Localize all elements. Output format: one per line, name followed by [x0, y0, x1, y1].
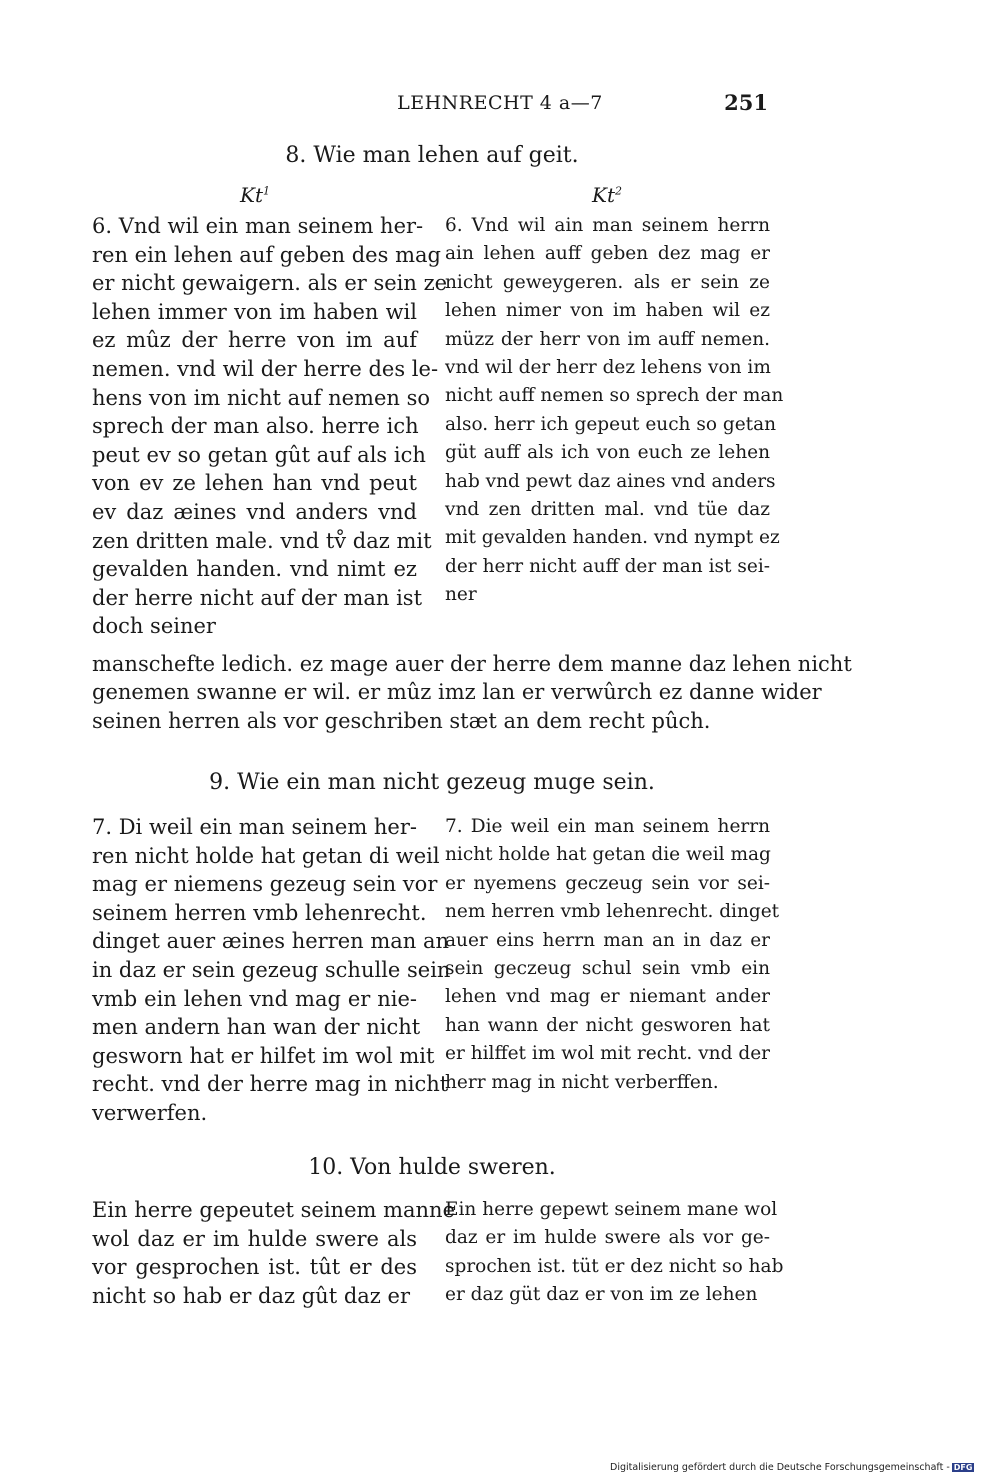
section-8-left-column — [92, 212, 448, 641]
text-line: Ein herre gepewt seinem mane wol — [445, 1199, 778, 1220]
text-line: nicht so hab er daz gût daz er — [92, 1283, 410, 1308]
text-line: vor gesprochen ist. tût er des — [92, 1255, 417, 1280]
section-9-heading: 9. Wie ein man nicht gezeug muge sein. — [209, 770, 655, 795]
text-line: ain lehen auff geben dez mag er — [445, 243, 770, 265]
text-line: gesworn hat er hilfet im wol mit — [92, 1043, 435, 1068]
text-line: nicht geweygeren. als er sein ze — [445, 271, 770, 293]
section-8-right-column — [445, 212, 784, 609]
text-line: mit gevalden handen. vnd nympt ez — [445, 527, 780, 549]
text-line: men andern han wan der nicht — [92, 1015, 421, 1040]
text-line: 7. Die weil ein man seinem herrn — [445, 816, 770, 837]
text-line: han wann der nicht gesworen hat — [445, 1014, 770, 1036]
text-line: 6. Vnd wil ain man seinem herrn — [445, 215, 770, 236]
text-line: in daz er sein gezeug schulle sein — [92, 957, 451, 982]
text-line: nicht auff nemen so sprech der man — [445, 385, 784, 407]
text-line: gevalden handen. vnd nimt ez — [92, 557, 417, 582]
section-8-continuation — [92, 650, 852, 735]
text-line: sprochen ist. tüt er dez nicht so hab — [445, 1255, 784, 1277]
page-number: 251 — [724, 90, 768, 115]
text-line: lehen vnd mag er niemant ander — [445, 986, 770, 1008]
text-line: der herr nicht auff der man ist sei- — [445, 555, 770, 577]
text-line: ev daz æines vnd anders vnd — [92, 499, 417, 524]
section-10-heading: 10. Von hulde sweren. — [308, 1155, 556, 1180]
text-line: seinem herren vmb lehenrecht. — [92, 900, 427, 925]
text-line: vnd zen dritten mal. vnd tüe daz — [445, 498, 770, 520]
text-line: sprech der man also. herre ich — [92, 414, 419, 439]
text-line: genemen swanne er wil. er mûz imz lan er verwûrch ez danne wider — [92, 680, 822, 705]
dfg-logo: DFG — [953, 1463, 973, 1472]
section-9-left-column — [92, 813, 451, 1128]
text-line: 6. Vnd wil ein man seinem her- — [92, 214, 424, 238]
text-line: er nyemens geczeug sein vor sei- — [445, 872, 770, 894]
text-line: wol daz er im hulde swere als — [92, 1226, 417, 1251]
sigla-right: Kt$^2$ — [592, 183, 622, 207]
section-10-right-column — [445, 1196, 784, 1310]
text-line: von ev ze lehen han vnd peut — [92, 471, 417, 496]
text-line: auer eins herrn man an in daz er — [445, 929, 770, 951]
text-line: seinen herren als vor geschriben stæt an dem recht pûch. — [92, 708, 711, 733]
section-8-heading: 8. Wie man lehen auf geit. — [285, 143, 579, 168]
text-line: peut ev so getan gût auf als ich — [92, 442, 426, 467]
text-line: verwerfen. — [92, 1100, 208, 1125]
text-line: nicht holde hat getan die weil mag — [445, 844, 771, 866]
text-line: nem herren vmb lehenrecht. dinget — [445, 901, 780, 923]
text-line: ner — [445, 584, 477, 606]
text-line: ren ein lehen auf geben des mag — [92, 242, 441, 267]
text-line: lehen immer von im haben wil — [92, 299, 417, 324]
text-line: der herre nicht auf der man ist — [92, 585, 423, 610]
text-line: sein geczeug schul sein vmb ein — [445, 957, 770, 979]
running-title: LEHNRECHT 4 a—7 — [397, 92, 603, 114]
text-line: nemen. vnd wil der herre des le- — [92, 356, 439, 381]
text-line: lehen nimer von im haben wil ez — [445, 300, 770, 322]
text-line: recht. vnd der herre mag in nicht — [92, 1072, 449, 1097]
text-line: zen dritten male. vnd tv̊ daz mit — [92, 528, 432, 553]
text-line: dinget auer æines herren man an — [92, 929, 450, 954]
text-line: daz er im hulde swere als vor ge- — [445, 1227, 770, 1249]
digitization-credit: Digitalisierung gefördert durch die Deutsche Forschungsgemeinschaft - DFG — [610, 1462, 973, 1473]
section-9-right-column — [445, 813, 780, 1097]
sigla-left: Kt$^1$ — [240, 183, 270, 207]
text-line: vmb ein lehen vnd mag er nie- — [92, 986, 417, 1011]
text-line: hens von im nicht auf nemen so — [92, 385, 430, 410]
text-line: herr mag in nicht verberffen. — [445, 1071, 719, 1093]
text-line: Ein herre gepeutet seinem manne — [92, 1198, 455, 1222]
text-line: güt auff als ich von euch ze lehen — [445, 442, 770, 464]
text-line: ez mûz der herre von im auf — [92, 328, 417, 353]
text-line: also. herr ich gepeut euch so getan — [445, 413, 777, 435]
text-line: müzz der herr von im auff nemen. — [445, 328, 770, 350]
text-line: hab vnd pewt daz aines vnd anders — [445, 470, 776, 492]
section-10-left-column — [92, 1196, 455, 1310]
text-line: er hilffet im wol mit recht. vnd der — [445, 1043, 770, 1065]
text-line: er nicht gewaigern. als er sein ze — [92, 271, 448, 296]
text-line: mag er niemens gezeug sein vor — [92, 872, 438, 897]
text-line: er daz güt daz er von im ze lehen — [445, 1284, 758, 1306]
text-line: doch seiner — [92, 614, 216, 639]
text-line: vnd wil der herr dez lehens von im — [445, 356, 771, 378]
text-line: ren nicht holde hat getan di weil — [92, 843, 440, 868]
text-line: 7. Di weil ein man seinem her- — [92, 815, 417, 839]
text-line: manschefte ledich. ez mage auer der herre dem manne daz lehen nicht — [92, 652, 852, 676]
